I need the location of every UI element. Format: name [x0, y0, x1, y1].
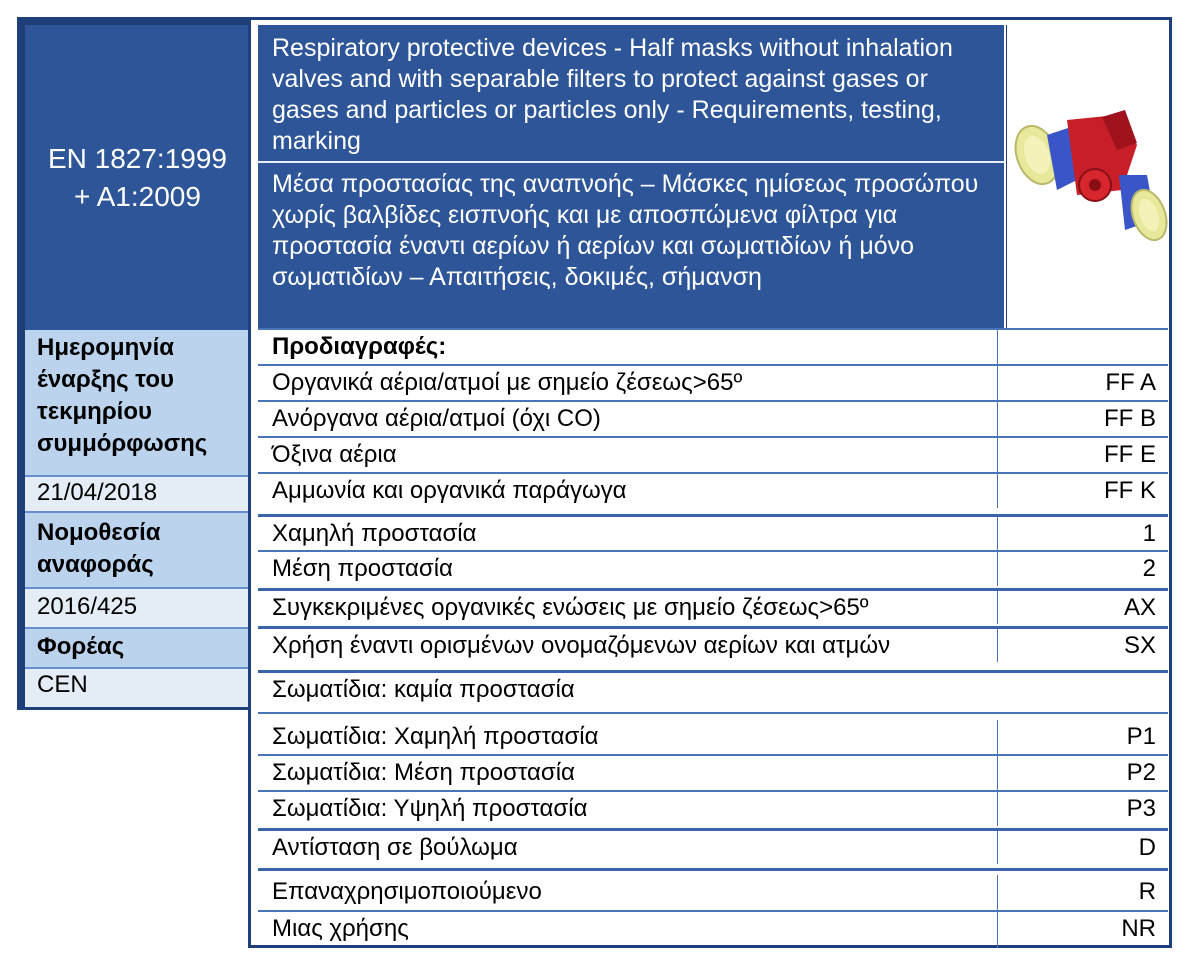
title-cell: [258, 25, 1004, 328]
spec-label: Συγκεκριμένες οργανικές ενώσεις με σημείο ζέσεως>65º: [258, 591, 998, 624]
table-row: [258, 754, 1168, 790]
spec-label: Αντίσταση σε βούλωμα: [258, 831, 998, 864]
spec-code: P1: [1126, 723, 1156, 750]
spec-code: FF B: [1104, 405, 1156, 432]
table-row: [258, 436, 1168, 472]
spec-label: Χαμηλή προστασία: [258, 517, 998, 550]
table-row: [258, 790, 1168, 826]
table-row: [258, 828, 1168, 864]
table-row: [258, 670, 1168, 712]
table-row: [258, 712, 1168, 754]
spec-code: FF A: [1105, 369, 1156, 396]
spec-code: R: [1138, 878, 1156, 905]
spec-label: Χρήση έναντι ορισμένων ονομαζόμενων αερίων και ατμών: [258, 629, 998, 662]
spec-label: Σωματίδια: Μέση προστασία: [258, 756, 998, 790]
spec-label: Σωματίδια: Υψηλή προστασία: [258, 792, 998, 826]
spec-header-row: [258, 328, 1168, 364]
body-label: Φορέας: [25, 629, 250, 669]
spec-label: Ανόργανα αέρια/ατμοί (όχι CO): [258, 402, 998, 436]
left-info-panel: [17, 17, 251, 710]
spec-code: SX: [1123, 632, 1156, 659]
half-mask-image: [1007, 25, 1169, 328]
table-row: [258, 868, 1168, 910]
spec-code: D: [1138, 834, 1156, 861]
table-row: [258, 514, 1168, 550]
table-row: [258, 626, 1168, 662]
table-row: [258, 472, 1168, 508]
legislation-value: 2016/425: [25, 589, 250, 629]
spec-label: Σωματίδια: Χαμηλή προστασία: [258, 720, 998, 754]
start-date-value: 21/04/2018: [25, 477, 250, 513]
spec-code: P2: [1126, 759, 1156, 786]
spec-code: 1: [1142, 520, 1156, 547]
spec-code: [998, 673, 1168, 712]
spec-header-code: [998, 330, 1168, 364]
start-date-label: Ημερομηνία έναρξης του τεκμηρίου συμμόρφωσης: [25, 330, 250, 477]
spec-code: P3: [1126, 795, 1156, 822]
spec-code: NR: [1121, 915, 1156, 942]
spec-label: Σωματίδια: καμία προστασία: [272, 676, 575, 703]
spec-code: FF E: [1104, 441, 1156, 468]
spec-header: Προδιαγραφές:: [258, 330, 998, 364]
table-row: [258, 400, 1168, 436]
title-english: Respiratory protective devices - Half masks without inhalation valves and with separable filters to protect against gases or gases and particles or particles only - Requirements, testing, marking: [258, 25, 1004, 163]
table-row: [258, 588, 1168, 624]
title-greek: Μέσα προστασίας της αναπνοής – Μάσκες ημίσεως προσώπου χωρίς βαλβίδες εισπνοής και με αποσπώμενα φίλτρα για προστασία έναντι αερίων ή αερίων και σωματιδίων ή μόνο σωματιδίων – Απαιτήσεις, δοκιμές, σήμανση: [272, 170, 979, 291]
spec-code: 2: [1142, 555, 1156, 582]
table-row: [258, 910, 1168, 948]
legislation-label: Νομοθεσία αναφοράς: [25, 513, 250, 589]
spec-code: FF K: [1104, 477, 1156, 504]
spec-table: [248, 17, 1172, 948]
table-row: [258, 364, 1168, 400]
product-image-cell: [1006, 25, 1169, 328]
standard-code: EN 1827:1999 + A1:2009: [25, 25, 250, 330]
table-row: [258, 550, 1168, 586]
body-value: CEN: [25, 669, 250, 707]
spec-label: Αμμωνία και οργανικά παράγωγα: [258, 474, 998, 508]
spec-code: AX: [1123, 594, 1156, 621]
spec-label: Όξινα αέρια: [258, 438, 998, 472]
spec-label: Μιας χρήσης: [258, 912, 998, 948]
spec-label: Επαναχρησιμοποιούμενο: [258, 875, 998, 910]
spec-label: Μέση προστασία: [258, 552, 998, 586]
spec-label: Οργανικά αέρια/ατμοί με σημείο ζέσεως>65º: [258, 366, 998, 400]
